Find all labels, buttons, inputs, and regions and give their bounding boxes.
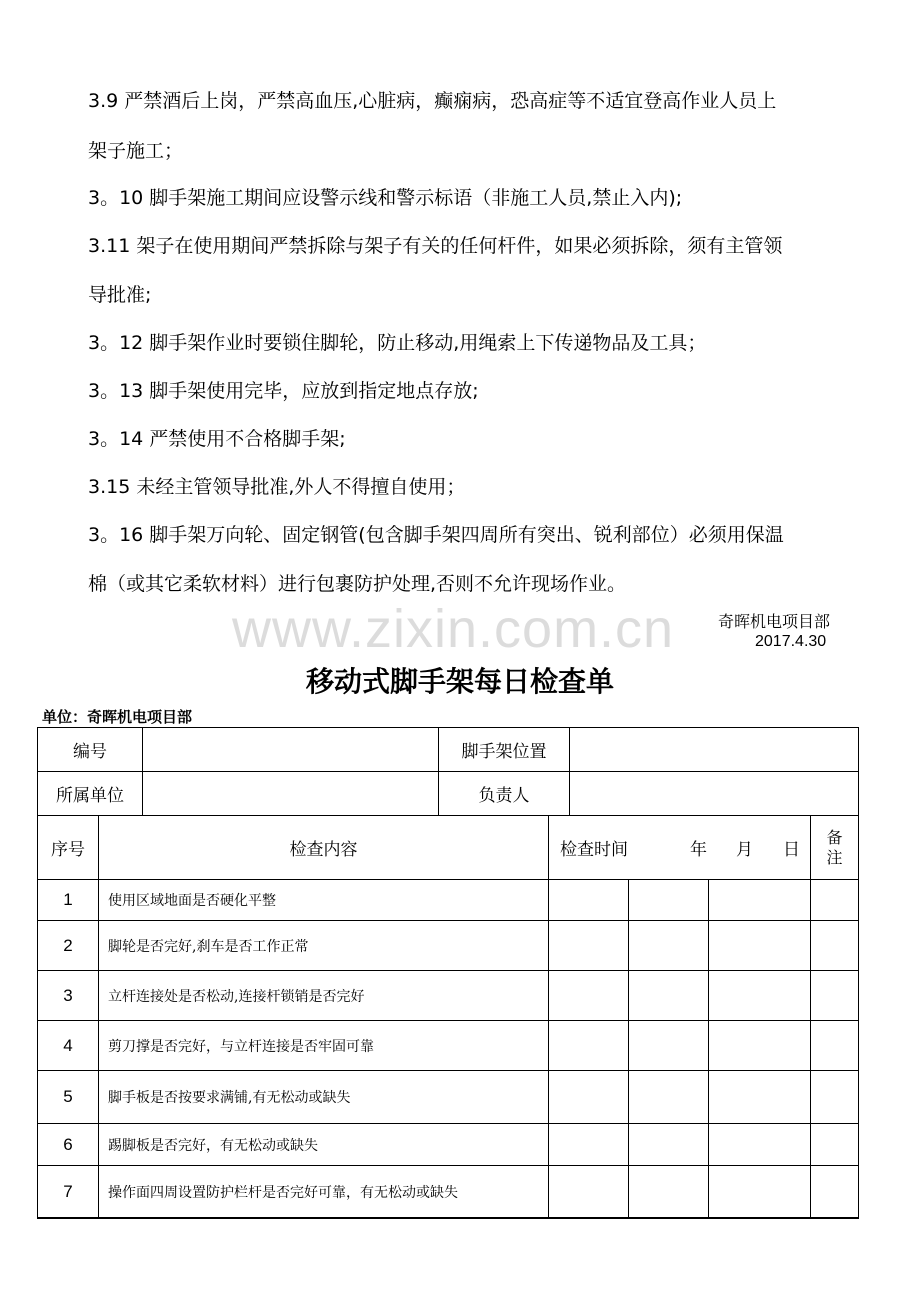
row-number: 4	[37, 1020, 99, 1071]
month-label: 月	[736, 840, 753, 860]
remark-cell[interactable]	[810, 1165, 859, 1218]
content-header: 检查内容	[98, 815, 549, 880]
rule-3-14: 3。14 严禁使用不合格脚手架;	[88, 428, 346, 450]
check-cell[interactable]	[548, 1020, 629, 1071]
dept-field[interactable]	[142, 771, 439, 816]
row-content: 脚轮是否完好,刹车是否工作正常	[98, 920, 549, 971]
check-cell[interactable]	[548, 879, 629, 921]
row-content: 使用区域地面是否硬化平整	[98, 879, 549, 921]
rule-3-16-line1: 3。16 脚手架万向轮、固定钢管(包含脚手架四周所有突出、锐利部位）必须用保温	[88, 524, 784, 546]
remark-cell[interactable]	[810, 920, 859, 971]
dept-label: 所属单位	[37, 771, 143, 816]
rule-3-9-line2: 架子施工；	[88, 140, 184, 162]
check-cell[interactable]	[628, 970, 709, 1021]
rule-3-11-line1: 3.11 架子在使用期间严禁拆除与架子有关的任何杆件，如果必须拆除，须有主管领	[88, 235, 783, 257]
row-number: 1	[37, 879, 99, 921]
remark-cell[interactable]	[810, 1070, 859, 1124]
time-label: 检查时间	[560, 840, 628, 860]
check-cell[interactable]	[628, 879, 709, 921]
person-label: 负责人	[438, 771, 570, 816]
seq-header: 序号	[37, 815, 99, 880]
row-content: 踢脚板是否完好，有无松动或缺失	[98, 1123, 549, 1166]
check-cell[interactable]	[548, 1070, 629, 1124]
check-cell[interactable]	[628, 1070, 709, 1124]
rule-3-11-line2: 导批准;	[88, 284, 152, 306]
rule-3-12: 3。12 脚手架作业时要锁住脚轮，防止移动,用绳索上下传递物品及工具；	[88, 332, 707, 354]
row-number: 2	[37, 920, 99, 971]
row-content: 剪刀撑是否完好，与立杆连接是否牢固可靠	[98, 1020, 549, 1071]
remark-header	[810, 815, 859, 880]
person-field[interactable]	[569, 771, 859, 816]
number-label: 编号	[37, 727, 143, 772]
check-cell[interactable]	[708, 1070, 811, 1124]
check-cell[interactable]	[708, 1020, 811, 1071]
check-cell[interactable]	[548, 1165, 629, 1218]
row-number: 7	[37, 1165, 99, 1218]
year-label: 年	[690, 840, 707, 860]
form-title: 移动式脚手架每日检查单	[305, 665, 614, 698]
signature-date: 2017.4.30	[755, 633, 827, 650]
check-cell[interactable]	[628, 1020, 709, 1071]
check-cell[interactable]	[548, 920, 629, 971]
remark-cell[interactable]	[810, 970, 859, 1021]
rule-3-10: 3。10 脚手架施工期间应设警示线和警示标语（非施工人员,禁止入内);	[88, 187, 683, 209]
row-content: 脚手板是否按要求满铺,有无松动或缺失	[98, 1070, 549, 1124]
rule-3-16-line2: 棉（或其它柔软材料）进行包裹防护处理,否则不允许现场作业。	[88, 573, 627, 595]
day-label: 日	[783, 840, 800, 860]
row-number: 5	[37, 1070, 99, 1124]
row-number: 3	[37, 970, 99, 1021]
remark-label-2: 注	[826, 847, 843, 867]
number-field[interactable]	[142, 727, 439, 772]
position-label: 脚手架位置	[438, 727, 570, 772]
row-number: 6	[37, 1123, 99, 1166]
check-cell[interactable]	[628, 1123, 709, 1166]
check-cell[interactable]	[708, 1165, 811, 1218]
check-cell[interactable]	[628, 1165, 709, 1218]
rule-3-9-line1: 3.9 严禁酒后上岗，严禁高血压,心脏病，癫痫病，恐高症等不适宜登高作业人员上	[88, 90, 777, 112]
check-cell[interactable]	[708, 970, 811, 1021]
watermark: www.zixin.com.cn	[232, 599, 675, 659]
remark-cell[interactable]	[810, 879, 859, 921]
remark-cell[interactable]	[810, 1020, 859, 1071]
remark-cell[interactable]	[810, 1123, 859, 1166]
check-cell[interactable]	[708, 1123, 811, 1166]
unit-label: 单位：奇晖机电项目部	[42, 708, 193, 726]
check-cell[interactable]	[708, 879, 811, 921]
check-cell[interactable]	[548, 1123, 629, 1166]
table-bottom-rule	[37, 1217, 859, 1219]
signature-org: 奇晖机电项目部	[718, 614, 831, 631]
remark-label-1: 备	[826, 827, 843, 847]
check-cell[interactable]	[628, 920, 709, 971]
rule-3-13: 3。13 脚手架使用完毕，应放到指定地点存放;	[88, 380, 479, 402]
row-content: 操作面四周设置防护栏杆是否完好可靠，有无松动或缺失	[98, 1165, 549, 1218]
rule-3-15: 3.15 未经主管领导批准,外人不得擅自使用；	[88, 476, 466, 498]
check-cell[interactable]	[708, 920, 811, 971]
position-field[interactable]	[569, 727, 859, 772]
row-content: 立杆连接处是否松动,连接杆锁销是否完好	[98, 970, 549, 1021]
check-cell[interactable]	[548, 970, 629, 1021]
time-header	[548, 815, 811, 880]
